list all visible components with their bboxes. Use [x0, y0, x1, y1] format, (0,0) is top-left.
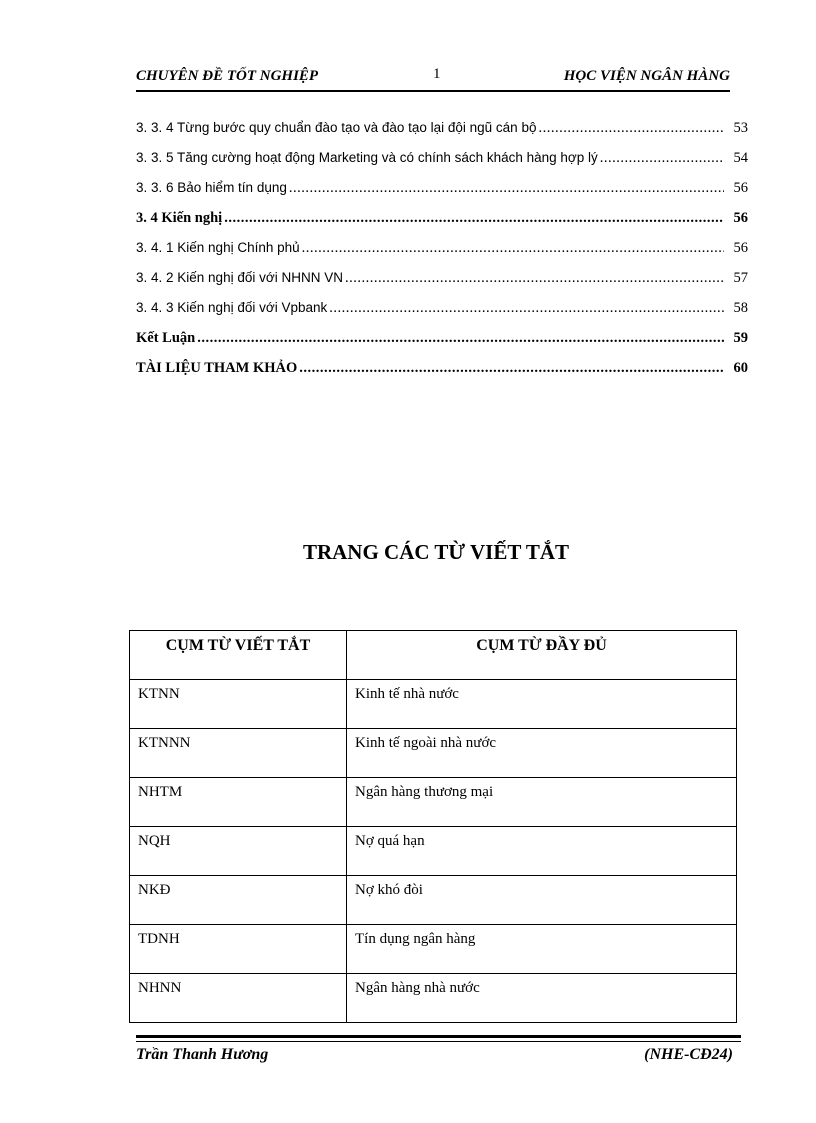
abbr-cell: NKĐ [130, 876, 347, 925]
toc-entry-label: 3. 4. 1 Kiến nghị Chính phủ [136, 240, 300, 255]
toc-entry [136, 173, 748, 203]
toc-entry-label: 3. 3. 5 Tăng cường hoạt động Marketing và có chính sách khách hàng hợp lý [136, 150, 598, 165]
full-phrase-cell: Ngân hàng thương mại [347, 778, 737, 827]
abbr-cell: NHTM [130, 778, 347, 827]
footer-divider-thick [136, 1035, 741, 1038]
abbr-cell: NQH [130, 827, 347, 876]
header-right-title: HỌC VIỆN NGÂN HÀNG [563, 68, 730, 84]
table-row [130, 827, 737, 876]
page-number: 1 [433, 66, 441, 82]
toc-entry [136, 233, 748, 263]
table-row [130, 876, 737, 925]
toc-entry-page: 53 [733, 120, 748, 136]
abbr-cell: KTNNN [130, 729, 347, 778]
footer-code: (NHE-CĐ24) [644, 1046, 733, 1063]
toc-entry-page: 57 [733, 270, 748, 286]
toc-leader-dots [302, 233, 724, 263]
abbr-cell: NHNN [130, 974, 347, 1023]
table-row [130, 778, 737, 827]
header-left-title: CHUYÊN ĐỀ TỐT NGHIỆP [136, 68, 319, 84]
toc-entry-page: 58 [733, 300, 748, 316]
toc-leader-dots [600, 143, 724, 173]
toc-entry [136, 323, 748, 353]
toc-leader-dots [224, 203, 724, 233]
toc-entry-label: 3. 3. 6 Bảo hiểm tín dụng [136, 180, 287, 195]
toc-entry-label: 3. 3. 4 Từng bước quy chuẩn đào tạo và đào tạo lại đội ngũ cán bộ [136, 120, 537, 135]
toc-entry-label: TÀI LIỆU THAM KHẢO [136, 360, 298, 376]
toc-entry [136, 143, 748, 173]
footer-divider-thin [136, 1041, 741, 1042]
full-phrase-cell: Tín dụng ngân hàng [347, 925, 737, 974]
toc-entry-page: 56 [733, 180, 748, 196]
toc-entry-label: Kết Luận [136, 330, 196, 346]
table-row [130, 974, 737, 1023]
toc-entry-label: 3. 4 Kiến nghị [136, 210, 223, 226]
abbreviations-title: TRANG CÁC TỪ VIẾT TẮT [302, 540, 570, 564]
footer-author: Trần Thanh Hương [136, 1046, 269, 1063]
page-footer [136, 1046, 733, 1070]
full-phrase-cell: Kinh tế ngoài nhà nước [347, 729, 737, 778]
toc-leader-dots [345, 263, 724, 293]
toc-leader-dots [329, 293, 724, 323]
col-abbr-header: CỤM TỪ VIẾT TẮT [130, 631, 347, 680]
abbr-cell: KTNN [130, 680, 347, 729]
toc-entry [136, 293, 748, 323]
toc-entry-page: 60 [733, 360, 748, 376]
toc-entry [136, 263, 748, 293]
table-header-row [130, 631, 737, 680]
abbreviations-table [129, 630, 737, 1023]
full-phrase-cell: Nợ khó đòi [347, 876, 737, 925]
header-divider [136, 90, 730, 92]
toc-entry-label: 3. 4. 3 Kiến nghị đối với Vpbank [136, 300, 328, 315]
toc-leader-dots [299, 353, 724, 383]
toc-entry [136, 353, 748, 383]
table-of-contents [136, 113, 748, 383]
col-full-header: CỤM TỪ ĐẦY ĐỦ [347, 631, 737, 680]
full-phrase-cell: Nợ quá hạn [347, 827, 737, 876]
toc-entry [136, 203, 748, 233]
toc-leader-dots [197, 323, 724, 353]
table-row [130, 925, 737, 974]
toc-entry-page: 56 [733, 240, 748, 256]
toc-entry [136, 113, 748, 143]
table-row [130, 680, 737, 729]
table-row [130, 729, 737, 778]
toc-leader-dots [289, 173, 724, 203]
abbr-cell: TDNH [130, 925, 347, 974]
toc-entry-label: 3. 4. 2 Kiến nghị đối với NHNN VN [136, 270, 343, 285]
toc-entry-page: 59 [733, 330, 748, 346]
toc-entry-page: 56 [733, 210, 748, 226]
toc-entry-page: 54 [733, 150, 748, 166]
toc-leader-dots [538, 113, 724, 143]
full-phrase-cell: Ngân hàng nhà nước [347, 974, 737, 1023]
full-phrase-cell: Kinh tế nhà nước [347, 680, 737, 729]
page-header [136, 66, 730, 88]
